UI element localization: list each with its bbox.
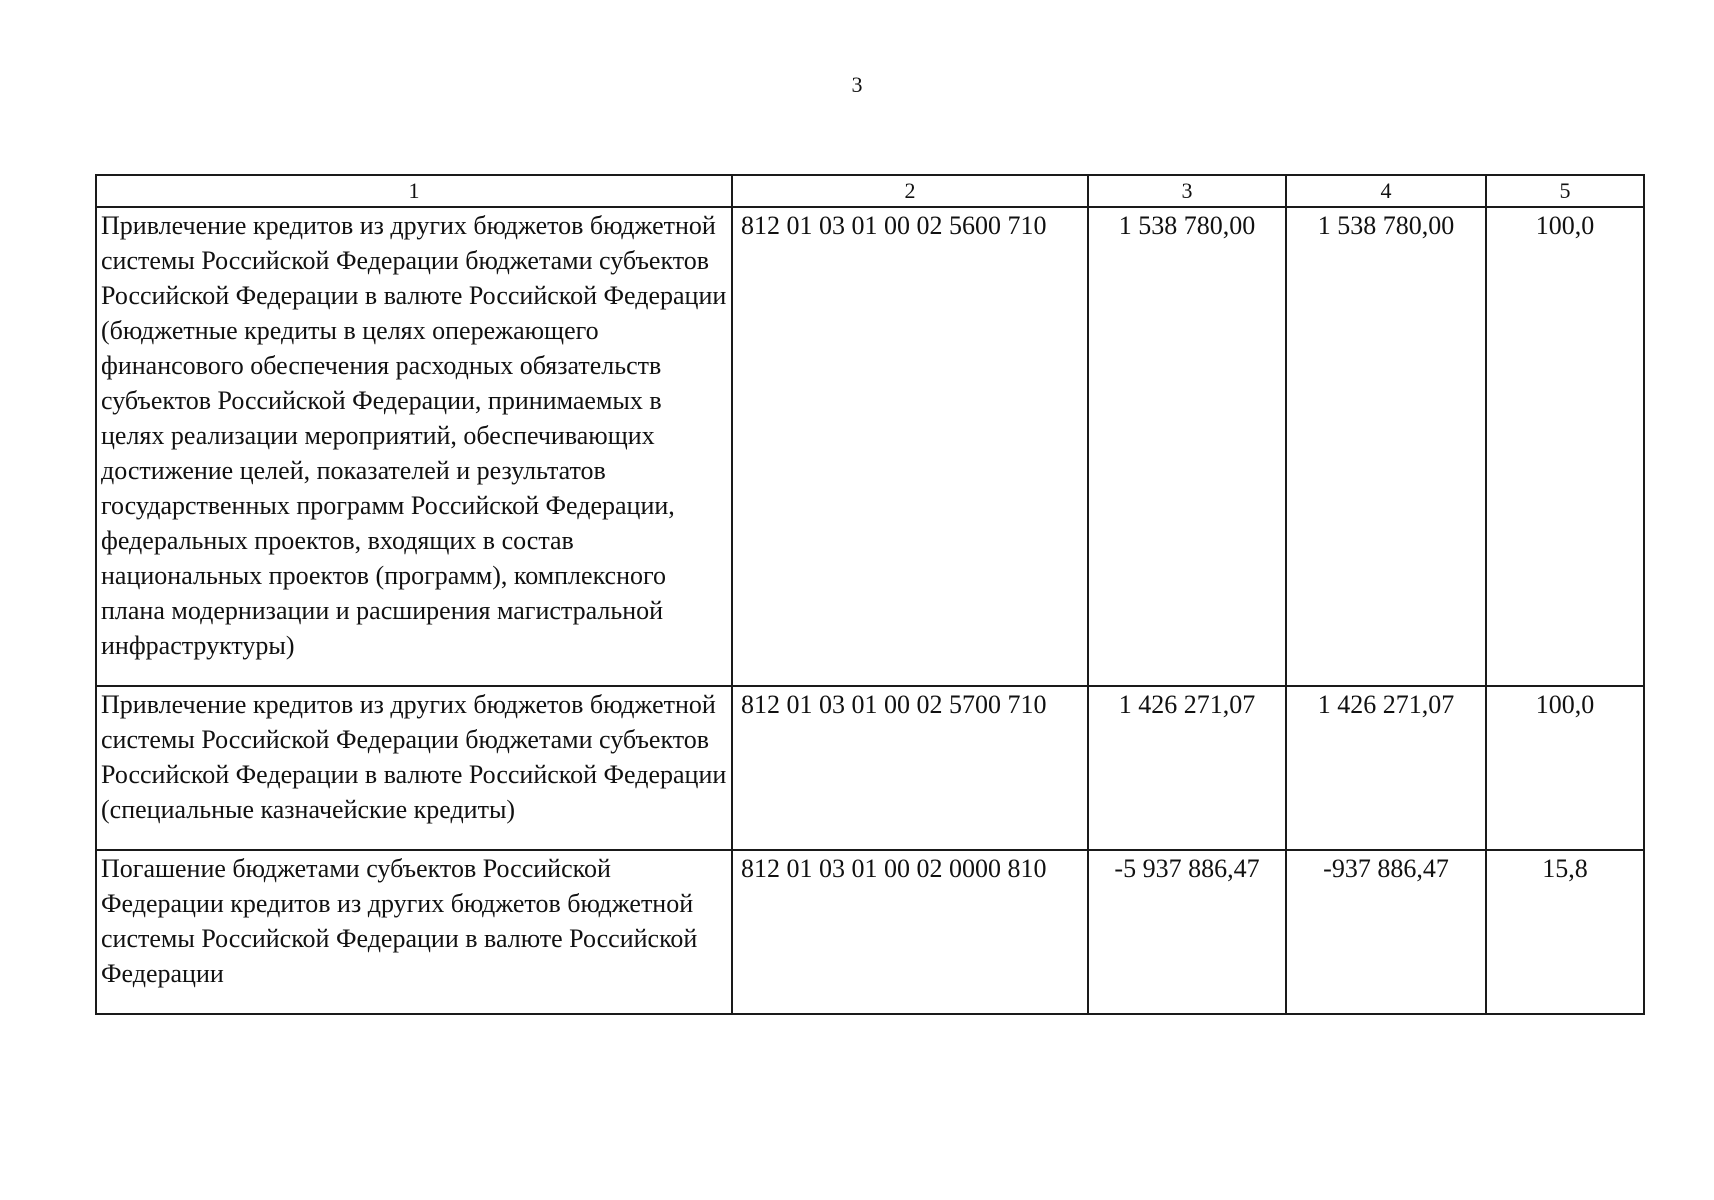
column-number-4: 4 [1286, 175, 1486, 207]
row-budget-code: 812 01 03 01 00 02 5700 710 [732, 686, 1088, 850]
budget-table [95, 174, 1645, 1015]
page-number: 3 [851, 72, 863, 97]
row-description: Привлечение кредитов из других бюджетов бюджетной системы Российской Федерации бюджетами субъектов Российской Федерации в валюте Российской Федерации (бюджетные кредиты в целях опережающего финансового обеспечения расходных обязательств субъектов Российской Федерации, принимаемых в целях реализации мероприятий, обеспечивающих достижение целей, показателей и результатов государственных программ Российской Федерации, федеральных проектов, входящих в состав национальных проектов (программ), комплексного плана модернизации и расширения магистральной инфраструктуры) [96, 207, 732, 686]
table-row [96, 207, 1644, 686]
row-value-col3: 1 538 780,00 [1088, 207, 1286, 686]
column-number-5: 5 [1486, 175, 1644, 207]
row-value-col4: -937 886,47 [1286, 850, 1486, 1014]
column-number-2: 2 [732, 175, 1088, 207]
column-number-3: 3 [1088, 175, 1286, 207]
row-percent: 100,0 [1486, 686, 1644, 850]
row-description: Погашение бюджетами субъектов Российской Федерации кредитов из других бюджетов бюджетной системы Российской Федерации в валюте Российской Федерации [96, 850, 732, 1014]
column-number-1: 1 [96, 175, 732, 207]
row-value-col3: -5 937 886,47 [1088, 850, 1286, 1014]
table-row [96, 850, 1644, 1014]
row-value-col4: 1 538 780,00 [1286, 207, 1486, 686]
row-value-col3: 1 426 271,07 [1088, 686, 1286, 850]
column-number-row [96, 175, 1644, 207]
row-percent: 15,8 [1486, 850, 1644, 1014]
table-row [96, 686, 1644, 850]
row-value-col4: 1 426 271,07 [1286, 686, 1486, 850]
row-description: Привлечение кредитов из других бюджетов бюджетной системы Российской Федерации бюджетами субъектов Российской Федерации в валюте Российской Федерации (специальные казначейские кредиты) [96, 686, 732, 850]
row-percent: 100,0 [1486, 207, 1644, 686]
row-budget-code: 812 01 03 01 00 02 0000 810 [732, 850, 1088, 1014]
row-budget-code: 812 01 03 01 00 02 5600 710 [732, 207, 1088, 686]
